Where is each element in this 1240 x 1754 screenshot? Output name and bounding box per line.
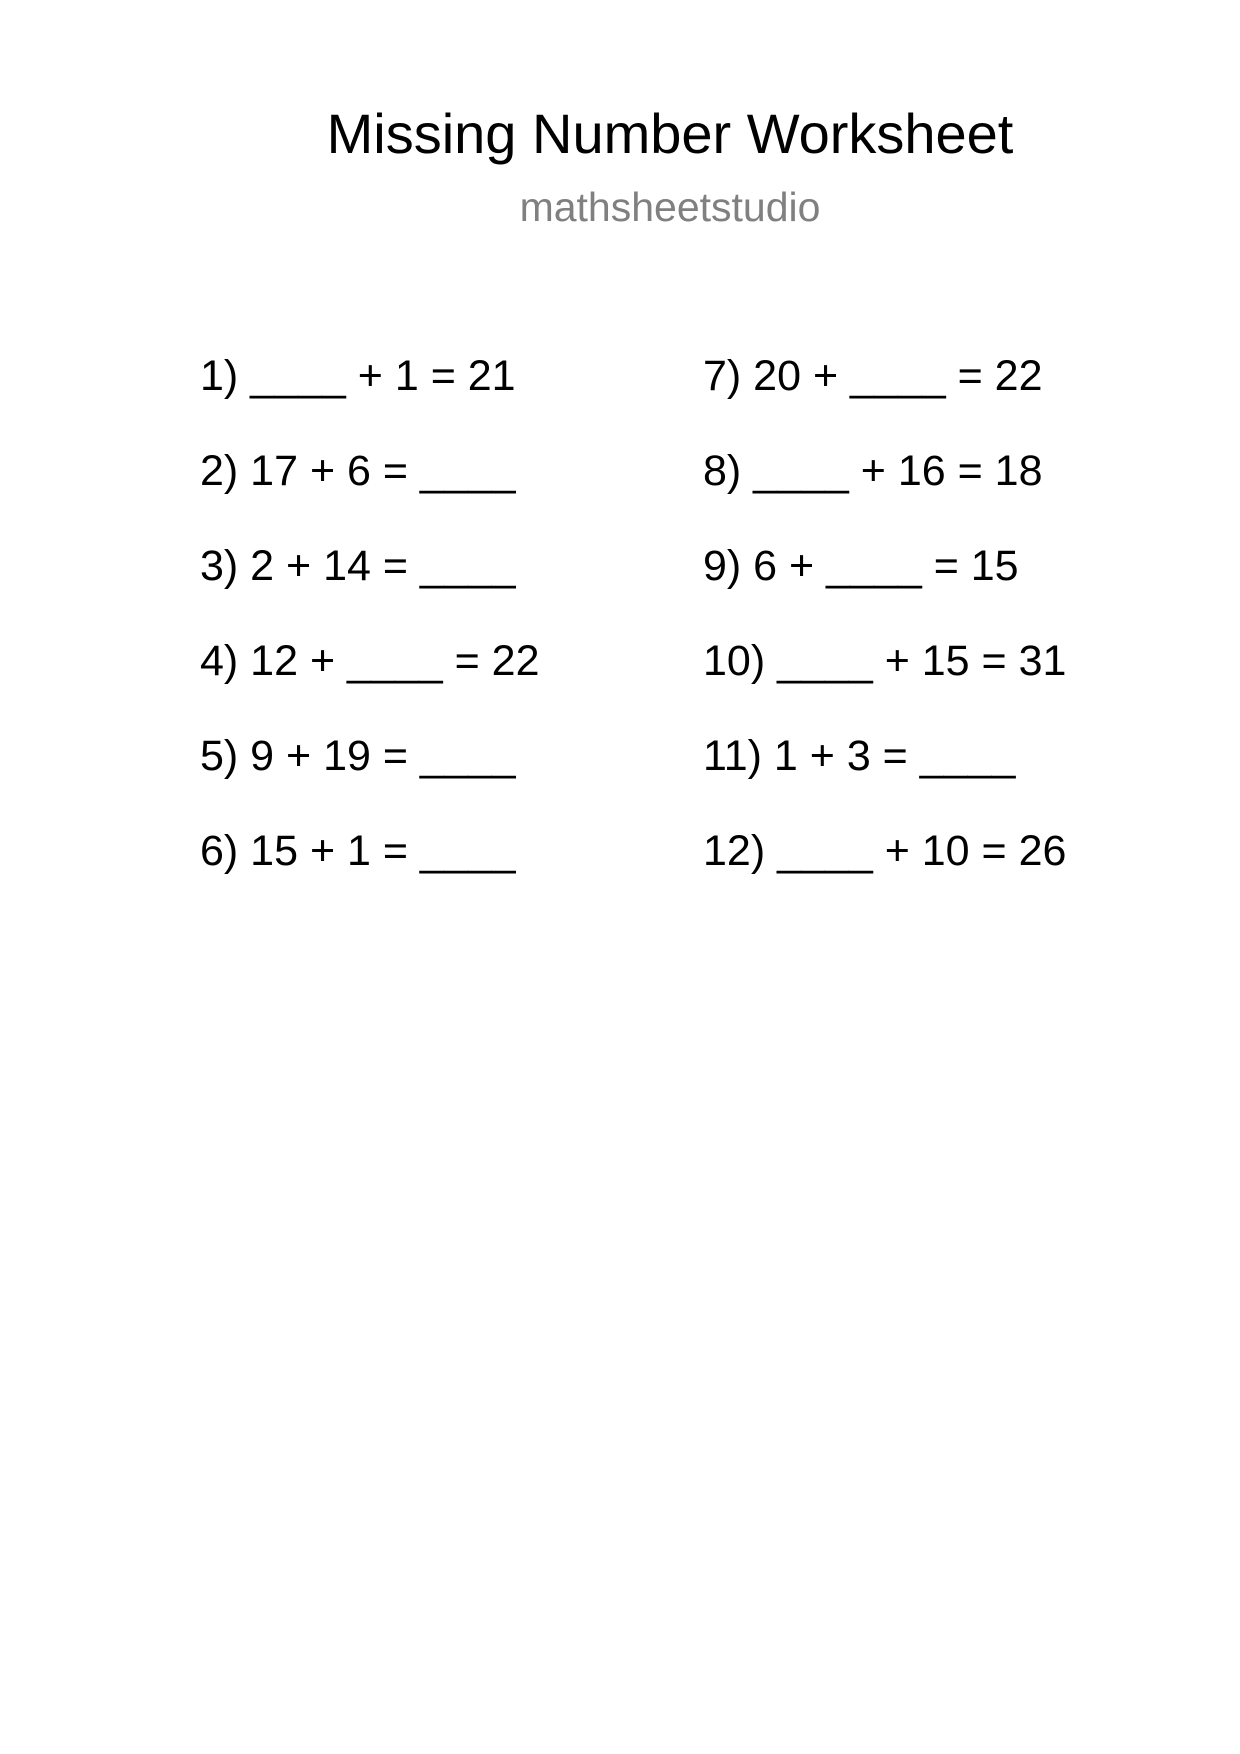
problem-9: 9) 6 + ____ = 15: [703, 542, 1019, 590]
problem-6: 6) 15 + 1 = ____: [200, 827, 516, 875]
problem-10: 10) ____ + 15 = 31: [703, 637, 1067, 685]
problem-11: 11) 1 + 3 = ____: [703, 732, 1016, 780]
page-subtitle: mathsheetstudio: [519, 184, 821, 230]
problem-2: 2) 17 + 6 = ____: [200, 447, 516, 495]
problem-4: 4) 12 + ____ = 22: [200, 637, 540, 685]
problem-7: 7) 20 + ____ = 22: [703, 352, 1043, 400]
page-title: Missing Number Worksheet: [326, 102, 1014, 165]
problem-8: 8) ____ + 16 = 18: [703, 447, 1043, 495]
problem-5: 5) 9 + 19 = ____: [200, 732, 516, 780]
problem-3: 3) 2 + 14 = ____: [200, 542, 516, 590]
problem-12: 12) ____ + 10 = 26: [703, 827, 1067, 875]
problem-1: 1) ____ + 1 = 21: [200, 352, 516, 400]
